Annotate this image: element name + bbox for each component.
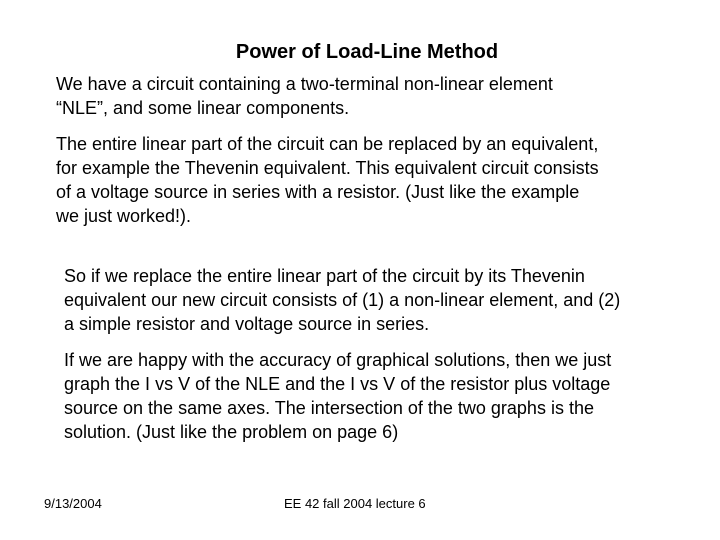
paragraph-line: graph the I vs V of the NLE and the I vs V of the resistor plus voltage [64,374,611,394]
paragraph-line: of a voltage source in series with a resistor. (Just like the example [56,182,580,202]
paragraph-circuit-intro [56,72,553,120]
paragraph-line: If we are happy with the accuracy of graphical solutions, then we just [64,350,612,370]
paragraph-line: equivalent our new circuit consists of (1) a non-linear element, and (2) [64,290,621,310]
footer-course-label: EE 42 fall 2004 lecture 6 [284,496,426,511]
slide-title: Power of Load-Line Method [235,41,499,63]
paragraph-thevenin-equivalent [56,132,599,228]
paragraph-line: The entire linear part of the circuit can be replaced by an equivalent, [56,134,599,154]
paragraph-line: a simple resistor and voltage source in series. [64,314,430,334]
paragraph-line: for example the Thevenin equivalent. This equivalent circuit consists [56,158,599,178]
paragraph-line: we just worked!). [56,206,192,226]
paragraph-graphical-solution [64,348,611,444]
paragraph-new-circuit [64,264,620,336]
paragraph-line: We have a circuit containing a two-terminal non-linear element [56,74,553,94]
paragraph-line: So if we replace the entire linear part of the circuit by its Thevenin [64,266,585,286]
paragraph-line: “NLE”, and some linear components. [56,98,350,118]
paragraph-line: source on the same axes. The intersection of the two graphs is the [64,398,594,418]
footer-date: 9/13/2004 [44,496,102,511]
paragraph-line: solution. (Just like the problem on page 6) [64,422,399,442]
